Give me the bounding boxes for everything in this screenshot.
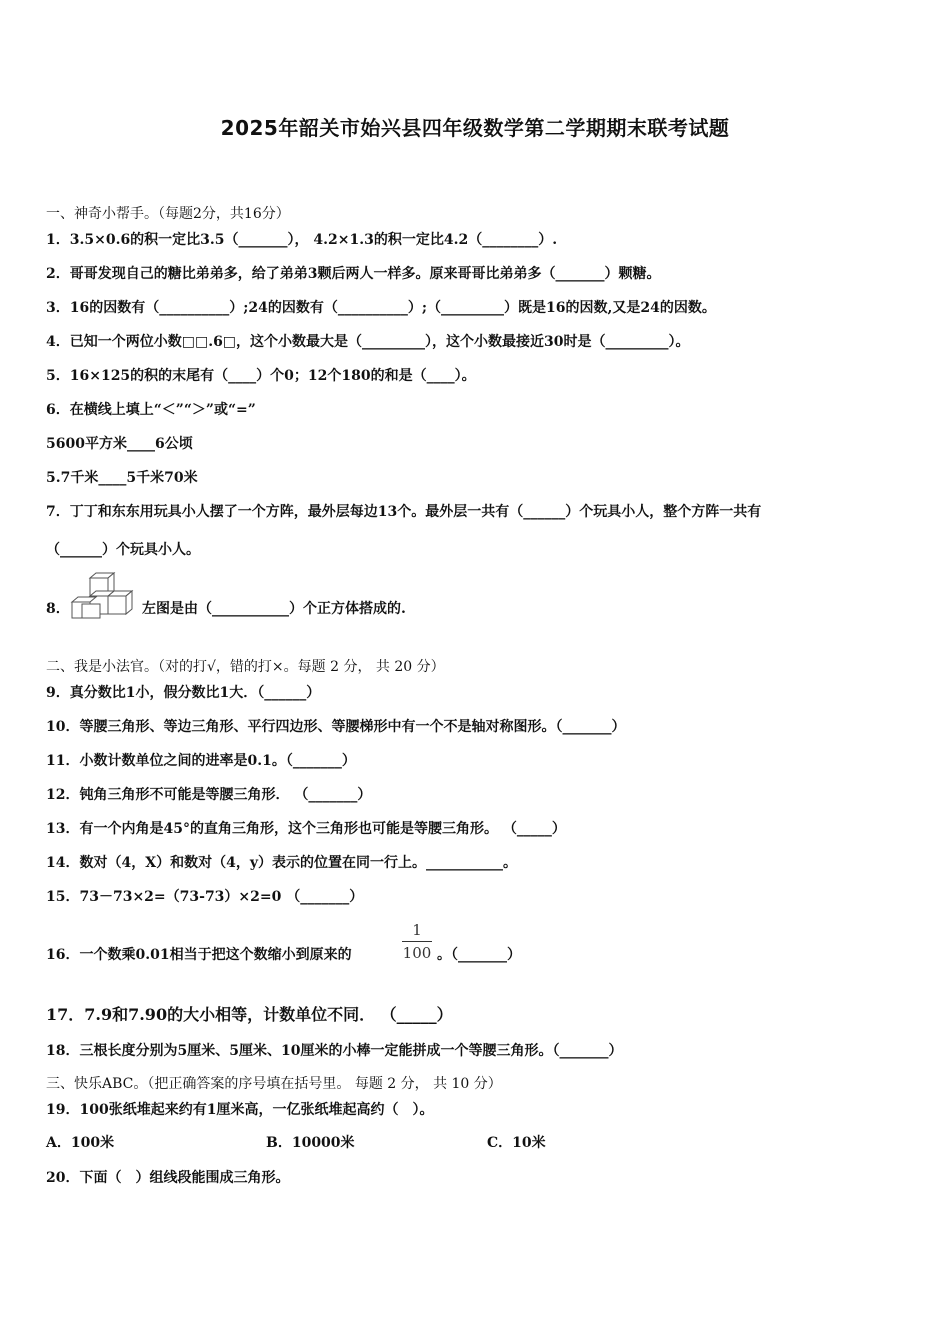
question-12: 12．钝角三角形不可能是等腰三角形． （_______） xyxy=(46,787,372,803)
question-5: 5．16×125的积的末尾有（____）个0；12个180的和是（____）。 xyxy=(46,368,476,384)
question-19: 19．100张纸堆起来约有1厘米高，一亿张纸堆起高约（ ）。 xyxy=(46,1102,434,1118)
question-7-line-1: 7．丁丁和东东用玩具小人摆了一个方阵，最外层每边13个。最外层一共有（______）个玩具小人，整个方阵一共有 xyxy=(46,504,762,520)
question-16: 16．一个数乘0.01相当于把这个数缩小到原来的 xyxy=(46,947,352,963)
cube-stack-figure xyxy=(68,572,140,620)
section-2-heading: 二、我是小法官。（对的打√，错的打×。每题 2 分， 共 20 分） xyxy=(46,659,445,675)
page-title: 2025年韶关市始兴县四年级数学第二学期期末联考试题 xyxy=(220,116,730,140)
question-19-option-b: B．10000米 xyxy=(266,1135,355,1151)
question-17: 17．7.9和7.90的大小相等，计数单位不同． （_____） xyxy=(46,1005,453,1024)
question-16-answer: 。（_______） xyxy=(437,947,521,963)
question-10: 10．等腰三角形、等边三角形、平行四边形、等腰梯形中有一个不是轴对称图形。（_______） xyxy=(46,719,626,735)
question-3: 3．16的因数有（__________）;24的因数有（__________）;（_________）既是16的因数,又是24的因数。 xyxy=(46,300,716,316)
question-7-line-2: （______）个玩具小人。 xyxy=(46,542,200,558)
question-8-text: 左图是由（___________）个正方体搭成的. xyxy=(142,601,406,617)
section-3-heading: 三、快乐ABC。（把正确答案的序号填在括号里。 每题 2 分， 共 10 分） xyxy=(46,1076,502,1092)
fraction-numerator: 1 xyxy=(412,921,422,939)
question-8-number: 8． xyxy=(46,601,70,617)
question-18: 18．三根长度分别为5厘米、5厘米、10厘米的小棒一定能拼成一个等腰三角形。（_______） xyxy=(46,1043,623,1059)
question-19-option-a: A．100米 xyxy=(46,1135,115,1151)
question-6-item-a: 5600平方米____6公顷 xyxy=(46,436,193,452)
question-11: 11．小数计数单位之间的进率是0.1。（_______） xyxy=(46,753,356,769)
section-1-heading: 一、神奇小帮手。（每题2分，共16分） xyxy=(46,206,290,222)
question-6: 6．在横线上填上“＜”“＞”或“=” xyxy=(46,402,256,418)
question-20: 20．下面（ ）组线段能围成三角形。 xyxy=(46,1170,290,1186)
question-6-item-b: 5.7千米____5千米70米 xyxy=(46,470,198,486)
fraction-bar xyxy=(402,941,432,942)
question-1: 1．3.5×0.6的积一定比3.5（_______）， 4.2×1.3的积一定比4.2（________）. xyxy=(46,232,558,248)
question-13: 13．有一个内角是45°的直角三角形，这个三角形也可能是等腰三角形。 （_____） xyxy=(46,821,566,837)
fraction-one-hundredth xyxy=(400,920,434,963)
question-4: 4．已知一个两位小数□□.6□，这个小数最大是（_________），这个小数最接近30时是（_________）。 xyxy=(46,334,690,350)
question-9: 9．真分数比1小，假分数比1大．（______） xyxy=(46,685,321,701)
question-15: 15．73－73×2=（73-73）×2=0 （_______） xyxy=(46,889,364,905)
question-19-option-c: C．10米 xyxy=(487,1135,546,1151)
question-14: 14．数对（4，X）和数对（4，y）表示的位置在同一行上。___________。 xyxy=(46,855,517,871)
fraction-denominator: 100 xyxy=(402,944,432,962)
question-2: 2．哥哥发现自己的糖比弟弟多，给了弟弟3颗后两人一样多。原来哥哥比弟弟多（_______）颗糖。 xyxy=(46,266,661,282)
